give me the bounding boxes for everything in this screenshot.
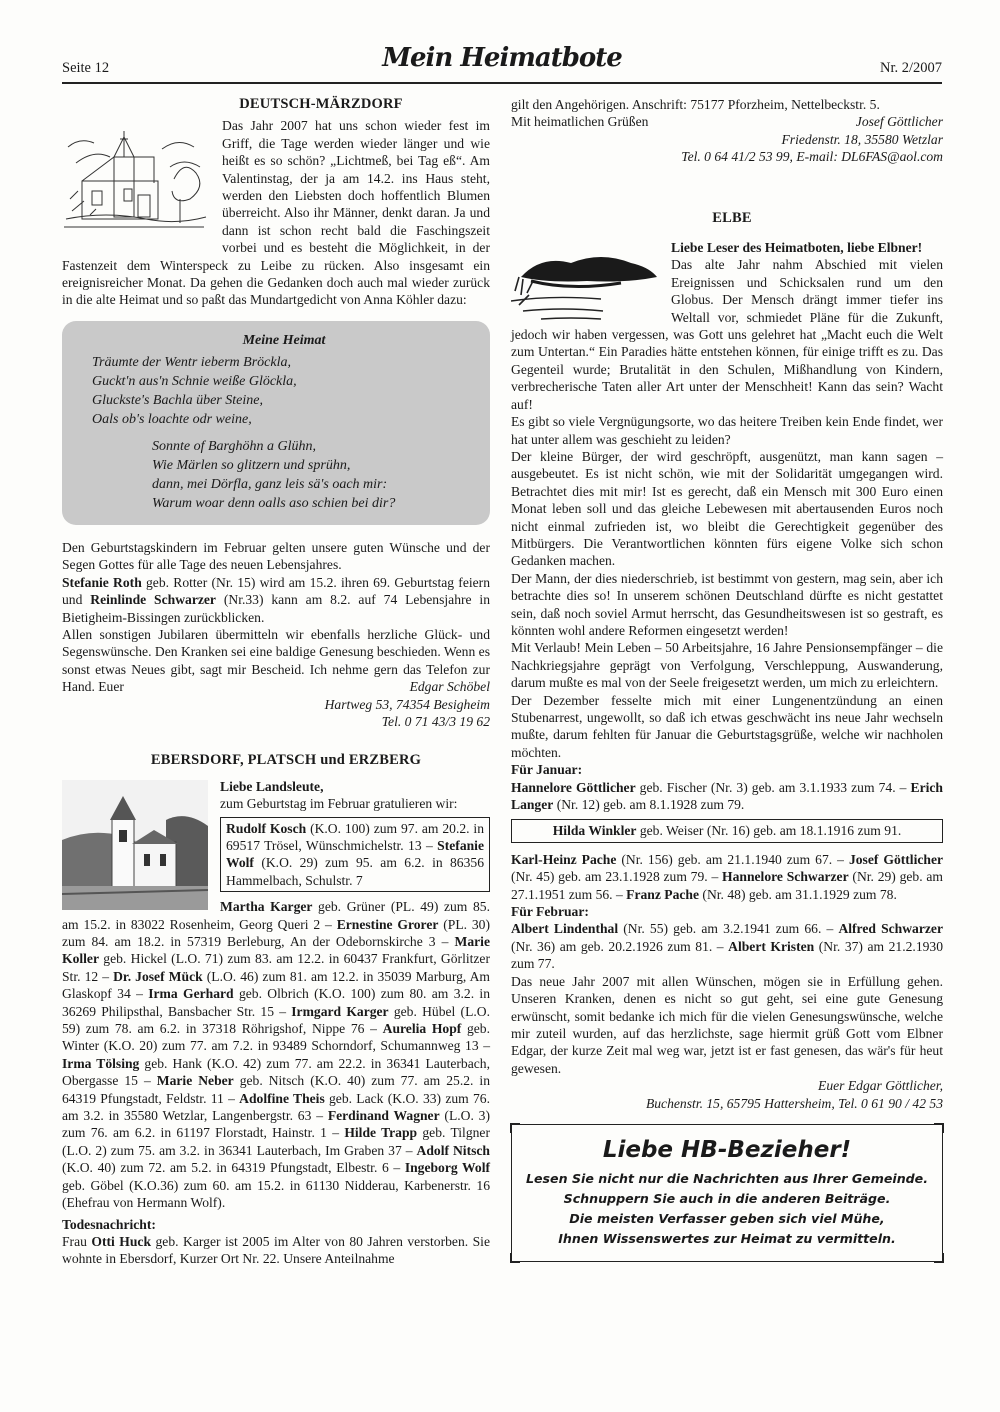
person-name: Alfred Schwarzer: [838, 921, 943, 937]
signature-address: Buchenstr. 15, 65795 Hattersheim, Tel. 0 61 90 / 42 53: [645, 1095, 943, 1111]
person-details: geb. Nitsch (K.O. 40) zum 77. am 25.2. in 64319 Pfungstadt, Feldstr. 11 –: [62, 1073, 490, 1106]
right-column: [511, 96, 943, 1262]
heading-text: Todesnachricht:: [62, 1216, 156, 1232]
january-list: [511, 779, 943, 814]
person-details: (Nr. 48) geb. am 31.1.1929 zum 78.: [699, 886, 897, 902]
text-span: (Nr.33) kann am 8.2. auf 74 Lebensjahre in Bietigheim-Bissingen zurückblicken.: [62, 592, 491, 625]
elbe-paragraph: Der Dezember fesselte mich mit einer Lungenentzündung an einen Stubenarrest, ungewollt, so daß ich etwas geschwächt ins neue Jahr wechseln mußte, darum fehlten für Januar die Geburtstagsgrüße, welche wir nachholen möchten.: [511, 692, 943, 760]
person-name: Dr. Josef Mück: [113, 968, 203, 984]
poem-line: Oals ob's loachte odr weine,: [92, 411, 252, 427]
notice-line: Ihnen Wissenswertes zur Heimat zu vermitteln.: [558, 1230, 896, 1246]
person-details: (L.O. 46) zum 81. am 12.2. in 35039 Marburg, Am Glaskopf 34 –: [62, 968, 490, 1002]
section-title: EBERSDORF, PLATSCH und ERZBERG: [150, 752, 422, 769]
february-list: [511, 920, 943, 972]
text-span: (K.O. 100) zum 97. am 20.2. in 69517 Trösel, Wünschmichelstr. 13 –: [226, 820, 484, 853]
heading-text: Für Januar:: [511, 762, 583, 778]
text-span: Frau: [62, 1233, 92, 1249]
greeting-title: Liebe Leser des Heimatboten, liebe Elbner!: [671, 240, 923, 256]
signature-address: Hartweg 53, 74354 Besigheim: [324, 696, 490, 712]
death-notice: [62, 1233, 490, 1268]
person-name: Otti Huck: [91, 1233, 152, 1249]
poem-line: Wie Märlen so glitzern und sprühn,: [152, 457, 351, 473]
january-list-2: [511, 851, 943, 903]
text-span: (K.O. 29) zum 95. am 6.2. in 86356 Hammelbach, Schulstr. 7: [226, 855, 484, 888]
person-name: Josef Göttlicher: [848, 851, 944, 867]
person-name: Karl-Heinz Pache: [511, 851, 617, 867]
person-name: Adolf Nitsch: [416, 1142, 490, 1158]
person-name: Rudolf Kosch: [226, 820, 307, 836]
wishes-paragraph: [62, 626, 490, 696]
text-span: geb. Rotter (Nr. 15) wird am 15.2. ihren 69. Geburtstag feiern und: [62, 574, 490, 608]
elbe-paragraph: Der Mann, der dies niederschrieb, ist bestimmt von gestern, mag sein, aber ich betrachte dies so! In unserem schönen Deutschland dürfte es nicht gestattet sein, daß noch soviel Armut herrscht, das Gesundheitswesen ist so gestraft, es könnten wohl andere Reformen eingesetzt werden!: [511, 570, 943, 638]
person-name: Erich Langer: [511, 779, 943, 813]
person-name: Franz Pache: [626, 886, 700, 902]
person-name: Hilda Winkler: [552, 823, 637, 839]
masthead-logo: Mein Heimatbote: [382, 43, 622, 73]
left-column: [62, 96, 490, 1268]
signature-name: Edgar Schöbel: [409, 679, 490, 695]
person-details: (Nr. 36) am geb. 20.2.1926 zum 81. –: [511, 938, 729, 954]
heading-text: Für Februar:: [511, 904, 589, 920]
person-details: geb. Hank (K.O. 42) zum 77. am 22.2. in 36341 Lauterbach, Obergasse 15 –: [62, 1055, 490, 1089]
page-header: [62, 43, 942, 84]
person-name: Reinlinde Schwarzer: [90, 592, 216, 608]
elbe-paragraph: Es gibt so viele Vergnügungsorte, wo das heitere Treiben kein Ende findet, wer hat unter allem was geschieht zu leiden?: [511, 414, 943, 447]
person-name: Albert Lindenthal: [511, 921, 619, 937]
greeting-title: Liebe Landsleute,: [220, 778, 324, 794]
poem-line: Guckt'n aus'n Schnie weiße Glöckla,: [92, 373, 297, 389]
february-heading: [511, 903, 943, 920]
person-details: geb. Tilgner (L.O. 2) zum 75. am 3.2. in 36341 Lauterbach, Im Graben 37 –: [62, 1125, 490, 1158]
text-span: geb. Karger ist 2005 im Alter von 80 Jahren verstorben. Sie wohnte in Ebersdorf, Kurzer Ort Nr. 22. Unsere Anteilnahme: [62, 1233, 490, 1267]
section-title: DEUTSCH-MÄRZDORF: [239, 96, 403, 112]
chapel-sketch-image: [62, 119, 212, 237]
person-name: Albert Kristen: [728, 938, 815, 954]
poem-line: Träumte der Wentr ieberm Bröckla,: [92, 354, 291, 370]
person-details: (Nr. 37) am 21.2.1930 zum 77.: [511, 938, 944, 972]
section-ebersdorf: [62, 752, 490, 1267]
text-span: geb. Weiser (Nr. 16) geb. am 18.1.1916 zum 91.: [636, 823, 902, 839]
elbe-paragraph: Das alte Jahr nahm Abschied mit vielen Ereignissen und Schicksalen rund um den Globus. Der Mensch drängt immer tiefer ins Weltall vor, schmiedet Pläne für die Zukunft, jedoch wir haben vergessen, was Gott uns gelehret hat „Macht euch die Welt zum Untertan.“ Ein Paradies hätte entstehen können, für einige trifft es zu. Das Gegenteil wurde; Brutalität in den Schulen, Mißhandlung von Kindern, verbrecherische Taten aller Art unter der Menschheit! Kann das sein? Wacht auf!: [511, 257, 943, 412]
notice-line: Die meisten Verfasser geben sich viel Mühe,: [569, 1210, 885, 1226]
section-title: ELBE: [712, 209, 752, 226]
closing-line: [511, 113, 943, 130]
poem-line: Gluckste's Bachla über Steine,: [92, 392, 263, 408]
person-name: Stefanie Roth: [62, 574, 142, 590]
intro-paragraph: Das Jahr 2007 hat uns schon wieder fest im Griff, die Tage werden wieder länger und wie heißt es so schön? „Lichtmeß, bei Tag eß“. Am Valentinstag, der ja am 14.2. ins Haus steht, werden den Liebsten doch hoffentlich Blumen überreicht. Also ihr Männer, denkt daran. Ja und dann ist schon recht bald die Faschingszeit vorbei und es besteht die Möglichkeit, in der Fastenzeit dem Winterspeck zu Leibe zu rücken. Also insgesamt ein ereignisreicher Monat. Da gehen die Gedanken doch auch mal wieder zurück in die alte Heimat und so paßt das Mundartgedicht von Anna Köhler dazu:: [62, 118, 490, 308]
poem-line: Sonnte of Barghöhn a Glühn,: [152, 438, 316, 454]
notice-line: Schnuppern Sie auch in die anderen Beiträge.: [563, 1190, 891, 1206]
person-details: (Nr. 156) geb. am 21.1.1940 zum 67. –: [616, 851, 849, 867]
poem-stanza-2: [152, 437, 476, 513]
person-details: geb. Göbel (K.O.36) zum 60. am 15.2. in 61130 Nidderau, Karbenerstr. 16 (Ehefrau von Hermann Wolf).: [62, 1177, 490, 1211]
text-span: (Nr. 12) geb. am 8.1.1928 zum 79.: [553, 797, 745, 813]
person-details: (PL. 30) zum 84. am 18.2. in 57319 Berleburg, An der Odebornskirche 3 –: [62, 916, 490, 949]
signature-name: Euer Edgar Göttlicher,: [818, 1078, 943, 1094]
church-photo-image: [62, 780, 208, 910]
person-details: geb. Winter (K.O. 20) zum 77. am 7.2. in 93489 Schorndorf, Schumannweg 13 –: [62, 1021, 491, 1054]
person-name: Martha Karger: [220, 899, 313, 915]
notice-title: Liebe HB-Bezieher!: [602, 1136, 852, 1163]
notice-line: Lesen Sie nicht nur die Nachrichten aus Ihrer Gemeinde.: [525, 1170, 929, 1186]
poem-line: dann, mei Dörfla, ganz leis sä's oach mir:: [152, 476, 388, 492]
birthday-paragraph: [62, 574, 490, 626]
corner-ornament: [934, 1253, 944, 1263]
person-name: Hannelore Schwarzer: [722, 869, 849, 885]
death-notice-heading: [62, 1216, 490, 1233]
person-name: Marie Neber: [156, 1073, 234, 1089]
person-details: geb. Lack (K.O. 33) zum 76. am 3.2. in 35580 Wetzlar, Langenbergstr. 63 –: [62, 1090, 490, 1124]
highlight-box: [220, 817, 490, 893]
person-details: geb. Hübel (L.O. 59) zum 78. am 6.2. in 37318 Röhrigshof, Nippe 76 –: [62, 1003, 490, 1037]
elbe-paragraph: Der kleine Bürger, der wird geschröpft, ausgenützt, man kann sagen – ausgebeutet. Es ist nicht schön, wie mit der Solidarität umgegangen wird. Betrachtet dies mit mir! Ist es gerecht, daß ein Mensch mit 300 Euro einen Monat leben soll und das gleiche Lebewesen mit abertausenden Euros noch nicht einmal zufrieden ist, wo bleibt die Gerechtigkeit gegenüber des Mitbürgers. Die Verantwortlichen könnten fürs eigene Volke sich schon Gedanken machen.: [511, 448, 943, 569]
text-span: Allen sonstigen Jubilaren übermitteln wir ebenfalls herzliche Glück- und Segenswünsche. Den Kranken sei eine baldige Genesung beschieden. Wenn es sonst etwas Neues gibt, sagt mir Bescheid. Ich nehme gern das Telefon zur Hand. Euer: [62, 626, 490, 695]
person-details: (Nr. 45) geb. am 23.1.1928 zum 79. –: [511, 869, 723, 885]
person-details: (Nr. 29) geb. am 27.1.1951 zum 56. –: [511, 869, 944, 902]
issue-number: Nr. 2/2007: [879, 60, 942, 76]
person-name: Hilde Trapp: [344, 1125, 418, 1141]
person-name: Ferdinand Wagner: [327, 1108, 440, 1124]
person-name: Marie Koller: [62, 934, 490, 967]
person-details: geb. Olbrich (K.O. 100) zum 80. am 3.2. in 36269 Philipsthal, Bansbacher Str. 15 –: [62, 986, 491, 1019]
person-name: Irma Tölsing: [62, 1055, 140, 1071]
signature-phone: Tel. 0 71 43/3 19 62: [381, 713, 490, 729]
person-name: Adolfine Theis: [239, 1090, 325, 1106]
text-span: Mit heimatlichen Grüßen: [511, 114, 649, 130]
person-details: geb. Hickel (L.O. 71) zum 83. am 12.2. in 60437 Frankfurt, Görlitzer Str. 12 –: [62, 951, 490, 984]
poem-title: Meine Heimat: [242, 332, 326, 348]
section-elbe: [511, 210, 943, 1112]
corner-ornament: [510, 1123, 520, 1133]
person-name: Irma Gerhard: [148, 986, 234, 1002]
person-name: Aurelia Hopf: [382, 1021, 462, 1037]
person-name: Ingeborg Wolf: [404, 1160, 491, 1176]
birthday-intro: Den Geburtstagskindern im Februar gelten unsere guten Wünsche und der Segen Gottes für alle Tage des neuen Lebensjahres.: [62, 539, 490, 573]
greeting-subtitle: zum Geburtstag im Februar gratulieren wir:: [220, 796, 458, 812]
person-details: geb. Grüner (PL. 49) zum 85. am 15.2. in 83022 Rosenheim, Georg Queri 2 –: [62, 899, 490, 932]
corner-ornament: [510, 1253, 520, 1263]
signature-address: Friedenstr. 18, 35580 Wetzlar: [781, 131, 943, 147]
signature-name: Josef Göttlicher: [855, 114, 943, 130]
continued-text: gilt den Angehörigen. Anschrift: 75177 Pforzheim, Nettelbeckstr. 5.: [511, 97, 880, 112]
poem-box: [62, 321, 490, 525]
person-name: Hannelore Göttlicher: [511, 779, 636, 795]
page-number: Seite 12: [62, 60, 110, 76]
elbe-paragraph: Mit Verlaub! Mein Leben – 50 Arbeitsjahre, 16 Jahre Pensionsempfänger – die Nachkriegsjahre geprägt von Verfolgung, Verschleppung, Auswanderung, darum mußte es mal von der Seele freigesetzt werden, um mich zu erleichtern.: [511, 640, 943, 691]
corner-ornament: [934, 1123, 944, 1133]
section-deutsch-maerzdorf: [62, 96, 490, 730]
person-name: Stefanie Wolf: [226, 837, 484, 871]
closing-paragraph: Das neue Jahr 2007 mit allen Wünschen, mögen sie in Erfüllung gehen. Unseren Kranken, denen es nicht so gut geht, sei eine gute Genesung erwünscht, somit bedanke ich mich für die vielen Genesungswünsche, welche mir zuteil wurden, auf das herzlichste, sage hiermit grüß Gott vom Elbner Edgar, der kurze Zeit mal weg war, jetzt ist er fast genesen, das wär's für heut gewesen.: [511, 973, 943, 1076]
text-span: geb. Fischer (Nr. 3) geb. am 3.1.1933 zum 74. –: [635, 779, 911, 795]
person-name: Irmgard Karger: [291, 1003, 389, 1019]
january-heading: [511, 761, 943, 778]
person-name: Ernestine Grorer: [336, 916, 439, 932]
person-details: (K.O. 40) zum 72. am 5.2. in 64319 Pfungstadt, Elbestr. 6 –: [62, 1160, 405, 1176]
birthday-list: [62, 898, 490, 1211]
poem-line: Warum woar denn oalls aso schien bei dir?: [152, 495, 396, 511]
landscape-sketch-image: [511, 241, 661, 323]
person-details: (Nr. 55) geb. am 3.2.1941 zum 66. –: [618, 921, 839, 937]
subscriber-notice-box: [511, 1124, 943, 1262]
person-details: (L.O. 3) zum 76. am 6.2. in 61197 Florstadt, Hainstr. 1 –: [62, 1108, 490, 1141]
signature-contact: Tel. 0 64 41/2 53 99, E-mail: DL6FAS@aol.com: [681, 149, 943, 165]
highlight-box: [511, 819, 943, 842]
